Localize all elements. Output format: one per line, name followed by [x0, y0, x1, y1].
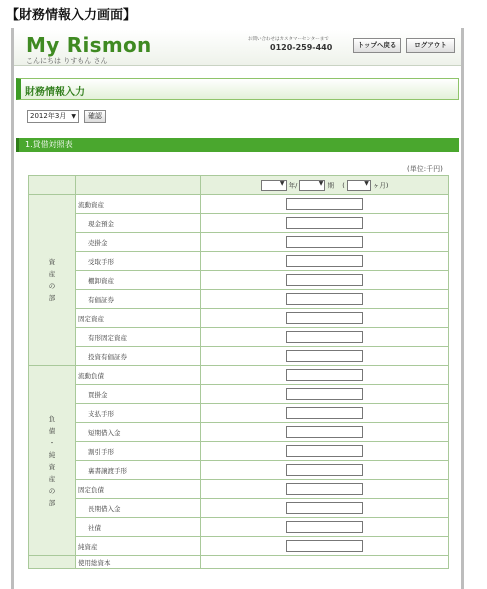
table-row — [29, 480, 449, 499]
amount-input[interactable] — [286, 388, 363, 400]
balance-sheet-table — [28, 175, 449, 569]
amount-input[interactable] — [286, 540, 363, 552]
row-label: 社債 — [76, 518, 201, 537]
row-label: 短期借入金 — [76, 423, 201, 442]
row-label: 受取手形 — [76, 252, 201, 271]
liabilities-group-label: 負 債 ・ 純 資 産 の 部 — [29, 366, 76, 556]
table-row — [29, 385, 449, 404]
unit-label: (単位:千円) — [407, 165, 443, 173]
amount-input[interactable] — [286, 521, 363, 533]
value-cell — [201, 328, 449, 347]
value-cell — [201, 347, 449, 366]
row-label: 裏書譲渡手形 — [76, 461, 201, 480]
side-cell — [29, 556, 76, 569]
amount-input[interactable] — [286, 464, 363, 476]
table-row — [29, 233, 449, 252]
value-cell — [201, 423, 449, 442]
table-row — [29, 404, 449, 423]
logout-button[interactable]: ログアウト — [406, 38, 455, 53]
value-cell — [201, 442, 449, 461]
row-label: 使用総資本 — [76, 556, 201, 569]
amount-input[interactable] — [286, 236, 363, 248]
row-label: 流動資産 — [76, 195, 201, 214]
amount-input[interactable] — [286, 312, 363, 324]
subsection-header — [16, 138, 459, 152]
table-row — [29, 366, 449, 385]
contact-phone: 0120-259-440 — [270, 43, 333, 52]
section-title: 財務情報入力 — [25, 87, 85, 98]
amount-input[interactable] — [286, 274, 363, 286]
amount-input[interactable] — [286, 350, 363, 362]
table-row — [29, 423, 449, 442]
value-cell — [201, 252, 449, 271]
amount-input[interactable] — [286, 255, 363, 267]
page-title: 【財務情報入力画面】 — [6, 8, 137, 23]
row-label: 支払手形 — [76, 404, 201, 423]
header-corner — [29, 176, 76, 195]
row-label: 売掛金 — [76, 233, 201, 252]
value-cell — [201, 537, 449, 556]
site-header — [14, 30, 461, 66]
row-label: 買掛金 — [76, 385, 201, 404]
amount-input[interactable] — [286, 369, 363, 381]
table-row — [29, 252, 449, 271]
row-label: 棚卸資産 — [76, 271, 201, 290]
table-row — [29, 271, 449, 290]
amount-input[interactable] — [286, 331, 363, 343]
row-label: 有形固定資産 — [76, 328, 201, 347]
row-label: 固定資産 — [76, 309, 201, 328]
header-item-cell — [76, 176, 201, 195]
row-label: 投資有価証券 — [76, 347, 201, 366]
period-header: ▼ 年/ ▼ 期 ( ▼ ヶ月) — [201, 176, 449, 195]
contact-caption: お問い合わせはカスタマーセンターまで — [248, 37, 329, 42]
greeting-text: こんにちは りすもん さん — [26, 57, 108, 65]
section-header — [16, 78, 459, 100]
row-label: 有価証券 — [76, 290, 201, 309]
row-label: 純資産 — [76, 537, 201, 556]
table-row — [29, 518, 449, 537]
value-cell — [201, 556, 449, 569]
row-label: 長期借入金 — [76, 499, 201, 518]
table-row — [29, 499, 449, 518]
value-cell — [201, 366, 449, 385]
value-cell — [201, 404, 449, 423]
row-label: 流動負債 — [76, 366, 201, 385]
assets-group-label: 資 産 の 部 — [29, 195, 76, 366]
amount-input[interactable] — [286, 445, 363, 457]
table-row — [29, 537, 449, 556]
table-row — [29, 442, 449, 461]
table-row — [29, 309, 449, 328]
table-row — [29, 214, 449, 233]
table-row — [29, 290, 449, 309]
value-cell — [201, 385, 449, 404]
amount-input[interactable] — [286, 426, 363, 438]
amount-input[interactable] — [286, 293, 363, 305]
amount-input[interactable] — [286, 198, 363, 210]
value-cell — [201, 499, 449, 518]
value-cell — [201, 271, 449, 290]
back-to-top-button[interactable]: トップへ戻る — [353, 38, 401, 53]
value-cell — [201, 195, 449, 214]
table-row — [29, 461, 449, 480]
confirm-button[interactable]: 確認 — [84, 110, 106, 123]
table-row — [29, 347, 449, 366]
amount-input[interactable] — [286, 483, 363, 495]
value-cell — [201, 518, 449, 537]
row-label: 固定負債 — [76, 480, 201, 499]
value-cell — [201, 214, 449, 233]
table-row — [29, 328, 449, 347]
subsection-title: 1.貸借対照表 — [25, 140, 73, 149]
amount-input[interactable] — [286, 407, 363, 419]
site-logo[interactable]: My Rismon — [26, 33, 152, 57]
months-select[interactable]: ▼ — [347, 180, 371, 191]
amount-input[interactable] — [286, 217, 363, 229]
chevron-down-icon: ▼ — [71, 113, 76, 120]
table-row — [29, 556, 449, 569]
row-label: 割引手形 — [76, 442, 201, 461]
value-cell — [201, 480, 449, 499]
period-select-value: 2012年3月 — [30, 112, 67, 120]
table-row — [29, 195, 449, 214]
amount-input[interactable] — [286, 502, 363, 514]
year-select[interactable]: ▼ — [261, 180, 287, 191]
value-cell — [201, 461, 449, 480]
row-label: 現金預金 — [76, 214, 201, 233]
period-select[interactable] — [27, 110, 79, 123]
value-cell — [201, 233, 449, 252]
value-cell — [201, 290, 449, 309]
table-header-row — [29, 176, 449, 195]
term-select[interactable]: ▼ — [299, 180, 325, 191]
value-cell — [201, 309, 449, 328]
